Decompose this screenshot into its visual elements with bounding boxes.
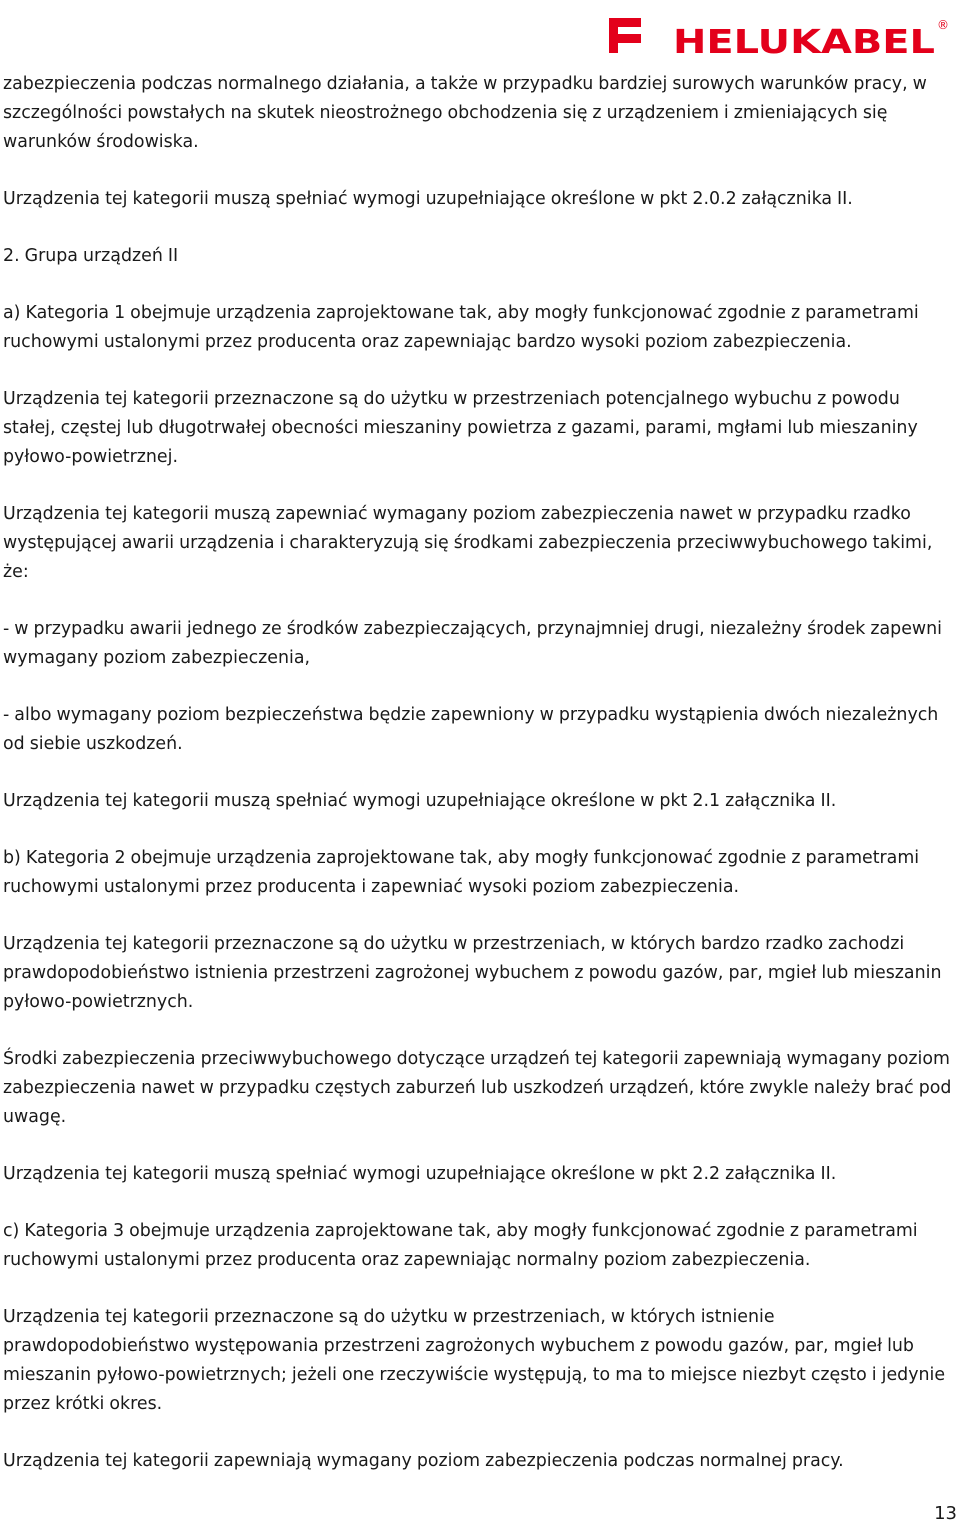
document-body [3,70,953,1504]
paragraph [3,1447,953,1476]
text-line: Urządzenia tej kategorii muszą spełniać wymogi uzupełniające określone w pkt 2.0.2 załącznika II. [3,189,853,209]
helukabel-logo [607,14,952,56]
helukabel-logo-graphic [607,14,952,56]
text-line: od siebie uszkodzeń. [3,734,183,754]
text-line: ruchowymi ustalonymi przez producenta oraz zapewniając bardzo wysoki poziom zabezpieczenia. [3,332,852,352]
text-line: pyłowo-powietrznych. [3,992,194,1012]
paragraph [3,500,953,587]
text-line: ruchowymi ustalonymi przez producenta i zapewniać wysoki poziom zabezpieczenia. [3,877,740,897]
logo-wordmark: HELUKABEL [673,22,935,56]
text-line: przez krótki okres. [3,1394,163,1414]
text-line: warunków środowiska. [3,132,199,152]
text-line: b) Kategoria 2 obejmuje urządzenia zaprojektowane tak, aby mogły funkcjonować zgodnie z parametrami [3,848,920,868]
text-line: Urządzenia tej kategorii muszą spełniać wymogi uzupełniające określone w pkt 2.1 załącznika II. [3,791,837,811]
text-line: występującej awarii urządzenia i charakteryzują się środkami zabezpieczenia przeciwwybuchowego takimi, [3,533,933,553]
paragraph [3,242,953,271]
text-line: c) Kategoria 3 obejmuje urządzenia zaprojektowane tak, aby mogły funkcjonować zgodnie z parametrami [3,1221,918,1241]
paragraph [3,1303,953,1419]
text-line: Urządzenia tej kategorii muszą spełniać wymogi uzupełniające określone w pkt 2.2 załącznika II. [3,1164,837,1184]
text-line: Urządzenia tej kategorii przeznaczone są do użytku w przestrzeniach, w których istnienie [3,1307,775,1327]
text-line: Urządzenia tej kategorii zapewniają wymagany poziom zabezpieczenia podczas normalnej pracy. [3,1451,844,1471]
paragraph [3,787,953,816]
paragraph [3,1045,953,1132]
text-line: mieszanin pyłowo-powietrznych; jeżeli one rzeczywiście występują, to ma to miejsce niezbyt często i jedynie [3,1365,946,1385]
text-line: zabezpieczenia podczas normalnego działania, a także w przypadku bardziej surowych warunków pracy, w [3,74,927,94]
paragraph [3,299,953,357]
paragraph [3,615,953,673]
paragraph [3,70,953,157]
text-line: pyłowo-powietrznej. [3,447,178,467]
text-line: prawdopodobieństwo występowania przestrzeni zagrożonych wybuchem z powodu gazów, par, mgieł lub [3,1336,914,1356]
paragraph [3,930,953,1017]
text-line: prawdopodobieństwo istnienia przestrzeni zagrożonej wybuchem z powodu gazów, par, mgieł lub mieszanin [3,963,942,983]
paragraph [3,1160,953,1189]
text-line: Środki zabezpieczenia przeciwwybuchowego dotyczące urządzeń tej kategorii zapewniają wymagany poziom [3,1049,950,1069]
text-line: zabezpieczenia nawet w przypadku częstych zaburzeń lub uszkodzeń urządzeń, które zwykle należy brać pod [3,1078,952,1098]
page-number: 13 [934,1503,957,1524]
paragraph [3,701,953,759]
text-line: - albo wymagany poziom bezpieczeństwa będzie zapewniony w przypadku wystąpienia dwóch niezależnych [3,705,939,725]
text-line: uwagę. [3,1107,67,1127]
text-line: wymagany poziom zabezpieczenia, [3,648,311,668]
text-line: - w przypadku awarii jednego ze środków zabezpieczających, przynajmniej drugi, niezależny środek zapewni [3,619,942,639]
paragraph [3,844,953,902]
text-line: stałej, częstej lub długotrwałej obecności mieszaniny powietrza z gazami, parami, mgłami lub mieszaniny [3,418,918,438]
text-line: ruchowymi ustalonymi przez producenta oraz zapewniając normalny poziom zabezpieczenia. [3,1250,811,1270]
text-line: 2. Grupa urządzeń II [3,246,179,266]
text-line: Urządzenia tej kategorii muszą zapewniać wymagany poziom zabezpieczenia nawet w przypadku rzadko [3,504,911,524]
text-line: a) Kategoria 1 obejmuje urządzenia zaprojektowane tak, aby mogły funkcjonować zgodnie z parametrami [3,303,919,323]
paragraph [3,385,953,472]
paragraph [3,185,953,214]
text-line: szczególności powstałych na skutek nieostrożnego obchodzenia się z urządzeniem i zmieniających się [3,103,888,123]
registered-mark: ® [937,18,949,32]
text-line: Urządzenia tej kategorii przeznaczone są do użytku w przestrzeniach, w których bardzo rzadko zachodzi [3,934,905,954]
paragraph [3,1217,953,1275]
text-line: że: [3,562,29,582]
text-line: Urządzenia tej kategorii przeznaczone są do użytku w przestrzeniach potencjalnego wybuchu z powodu [3,389,900,409]
